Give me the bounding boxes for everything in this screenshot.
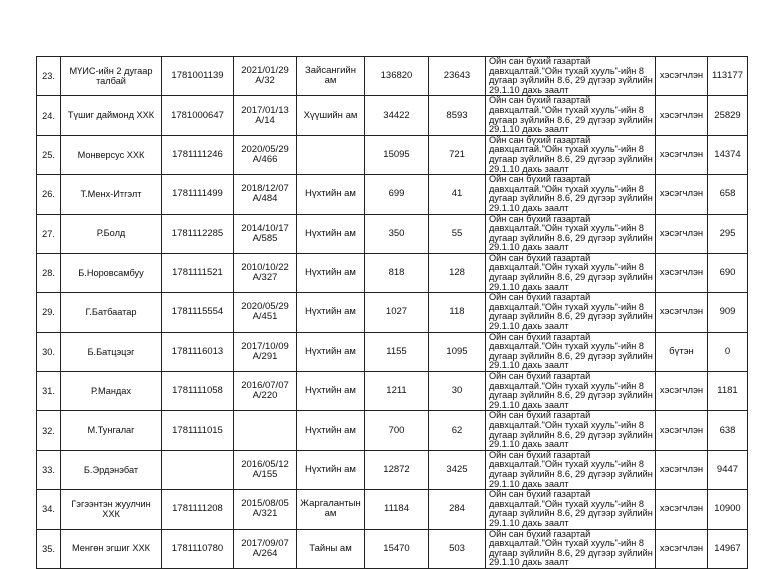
table-row [37, 96, 748, 135]
table-row [37, 490, 748, 529]
organization-name: Б.Норовсамбуу [61, 253, 162, 292]
registration-code: 1781112285 [162, 214, 234, 253]
overlap-status: бүтэн [656, 332, 708, 371]
registration-code: 1781000647 [162, 96, 234, 135]
total-area: 15470 [365, 529, 429, 568]
overlap-area: 23643 [429, 57, 486, 96]
legal-basis: Ойн сан бүхий газартай давхцалтай."Ойн тухай хууль"-ийн 8 дугаар зүйлийн 8.6, 29 дүгээр зүйлийн 29.1.10 дахь заалт [486, 214, 656, 253]
location-name: Хүүшийн ам [297, 96, 365, 135]
table-row [37, 411, 748, 450]
remaining-area: 690 [708, 253, 748, 292]
legal-basis: Ойн сан бүхий газартай давхцалтай."Ойн тухай хууль"-ийн 8 дугаар зүйлийн 8.6, 29 дүгээр зүйлийн 29.1.10 дахь заалт [486, 57, 656, 96]
remaining-area: 909 [708, 293, 748, 332]
registration-code: 1781111208 [162, 490, 234, 529]
row-number: 28. [37, 253, 61, 292]
organization-name: Р.Болд [61, 214, 162, 253]
legal-basis: Ойн сан бүхий газартай давхцалтай."Ойн тухай хууль"-ийн 8 дугаар зүйлийн 8.6, 29 дүгээр зүйлийн 29.1.10 дахь заалт [486, 96, 656, 135]
table-row [37, 135, 748, 174]
table-row [37, 175, 748, 214]
row-number: 29. [37, 293, 61, 332]
table-row [37, 332, 748, 371]
remaining-area: 113177 [708, 57, 748, 96]
table-row [37, 253, 748, 292]
legal-basis: Ойн сан бүхий газартай давхцалтай."Ойн тухай хууль"-ийн 8 дугаар зүйлийн 8.6, 29 дүгээр зүйлийн 29.1.10 дахь заалт [486, 332, 656, 371]
remaining-area: 25829 [708, 96, 748, 135]
overlap-status: хэсэгчлэн [656, 175, 708, 214]
organization-name: Түшиг даймонд ХХК [61, 96, 162, 135]
overlap-status: хэсэгчлэн [656, 450, 708, 489]
registration-code: 1781111015 [162, 411, 234, 450]
license-date: 2016/05/12 A/155 [234, 450, 297, 489]
legal-basis: Ойн сан бүхий газартай давхцалтай."Ойн тухай хууль"-ийн 8 дугаар зүйлийн 8.6, 29 дүгээр зүйлийн 29.1.10 дахь заалт [486, 253, 656, 292]
row-number: 23. [37, 57, 61, 96]
location-name: Нүхтийн ам [297, 293, 365, 332]
overlap-area: 8593 [429, 96, 486, 135]
row-number: 32. [37, 411, 61, 450]
table-row [37, 57, 748, 96]
overlap-status: хэсэгчлэн [656, 411, 708, 450]
overlap-status: хэсэгчлэн [656, 490, 708, 529]
legal-basis: Ойн сан бүхий газартай давхцалтай."Ойн тухай хууль"-ийн 8 дугаар зүйлийн 8.6, 29 дүгээр зүйлийн 29.1.10 дахь заалт [486, 411, 656, 450]
legal-basis: Ойн сан бүхий газартай давхцалтай."Ойн тухай хууль"-ийн 8 дугаар зүйлийн 8.6, 29 дүгээр зүйлийн 29.1.10 дахь заалт [486, 529, 656, 568]
legal-basis: Ойн сан бүхий газартай давхцалтай."Ойн тухай хууль"-ийн 8 дугаар зүйлийн 8.6, 29 дүгээр зүйлийн 29.1.10 дахь заалт [486, 450, 656, 489]
remaining-area: 638 [708, 411, 748, 450]
license-date [234, 411, 297, 450]
organization-name: Менгөн эгшиг ХХК [61, 529, 162, 568]
license-date: 2017/01/13 A/14 [234, 96, 297, 135]
row-number: 33. [37, 450, 61, 489]
overlap-status: хэсэгчлэн [656, 135, 708, 174]
location-name: Жаргалантын ам [297, 490, 365, 529]
license-date: 2017/09/07 A/264 [234, 529, 297, 568]
total-area: 818 [365, 253, 429, 292]
location-name: Нүхтийн ам [297, 214, 365, 253]
organization-name: Б.Батцэцэг [61, 332, 162, 371]
row-number: 35. [37, 529, 61, 568]
total-area: 700 [365, 411, 429, 450]
registration-code [162, 450, 234, 489]
total-area: 34422 [365, 96, 429, 135]
overlap-status: хэсэгчлэн [656, 372, 708, 411]
overlap-area: 721 [429, 135, 486, 174]
row-number: 30. [37, 332, 61, 371]
table-row [37, 214, 748, 253]
organization-name: Б.Эрдэнэбат [61, 450, 162, 489]
overlap-area: 118 [429, 293, 486, 332]
overlap-status: хэсэгчлэн [656, 529, 708, 568]
license-date: 2010/10/22 A/327 [234, 253, 297, 292]
location-name: Нүхтийн ам [297, 411, 365, 450]
overlap-status: хэсэгчлэн [656, 253, 708, 292]
organization-name: Т.Менх-Итгэлт [61, 175, 162, 214]
row-number: 34. [37, 490, 61, 529]
organization-name: Гэгээнтэн жуулчин ХХК [61, 490, 162, 529]
overlap-area: 284 [429, 490, 486, 529]
table-row [37, 450, 748, 489]
location-name: Тайны ам [297, 529, 365, 568]
overlap-status: хэсэгчлэн [656, 96, 708, 135]
remaining-area: 295 [708, 214, 748, 253]
license-date: 2017/10/09 A/291 [234, 332, 297, 371]
license-date: 2021/01/29 A/32 [234, 57, 297, 96]
organization-name: М.Тунгалаг [61, 411, 162, 450]
remaining-area: 9447 [708, 450, 748, 489]
registration-code: 1781116013 [162, 332, 234, 371]
table-row [37, 529, 748, 568]
overlap-status: хэсэгчлэн [656, 57, 708, 96]
location-name [297, 135, 365, 174]
table-row [37, 372, 748, 411]
remaining-area: 658 [708, 175, 748, 214]
organization-name: МҮИС-ийн 2 дугаар талбай [61, 57, 162, 96]
total-area: 11184 [365, 490, 429, 529]
remaining-area: 1181 [708, 372, 748, 411]
total-area: 15095 [365, 135, 429, 174]
overlap-area: 30 [429, 372, 486, 411]
row-number: 26. [37, 175, 61, 214]
location-name: Нүхтийн ам [297, 450, 365, 489]
license-date: 2018/12/07 A/484 [234, 175, 297, 214]
total-area: 1027 [365, 293, 429, 332]
registration-code: 1781111246 [162, 135, 234, 174]
total-area: 12872 [365, 450, 429, 489]
legal-basis: Ойн сан бүхий газартай давхцалтай."Ойн тухай хууль"-ийн 8 дугаар зүйлийн 8.6, 29 дүгээр зүйлийн 29.1.10 дахь заалт [486, 135, 656, 174]
row-number: 27. [37, 214, 61, 253]
row-number: 24. [37, 96, 61, 135]
overlap-area: 62 [429, 411, 486, 450]
overlap-area: 55 [429, 214, 486, 253]
organization-name: Г.Батбаатар [61, 293, 162, 332]
location-name: Нүхтийн ам [297, 332, 365, 371]
license-date: 2020/05/29 A/451 [234, 293, 297, 332]
total-area: 1155 [365, 332, 429, 371]
remaining-area: 14967 [708, 529, 748, 568]
license-date: 2014/10/17 A/585 [234, 214, 297, 253]
overlap-status: хэсэгчлэн [656, 293, 708, 332]
total-area: 1211 [365, 372, 429, 411]
remaining-area: 0 [708, 332, 748, 371]
row-number: 25. [37, 135, 61, 174]
legal-basis: Ойн сан бүхий газартай давхцалтай."Ойн тухай хууль"-ийн 8 дугаар зүйлийн 8.6, 29 дүгээр зүйлийн 29.1.10 дахь заалт [486, 490, 656, 529]
organization-name: Монверсус ХХК [61, 135, 162, 174]
overlap-status: хэсэгчлэн [656, 214, 708, 253]
location-name: Нүхтийн ам [297, 175, 365, 214]
total-area: 699 [365, 175, 429, 214]
overlap-area: 128 [429, 253, 486, 292]
overlap-area: 503 [429, 529, 486, 568]
registration-code: 1781001139 [162, 57, 234, 96]
registration-code: 1781111499 [162, 175, 234, 214]
location-name: Нүхтийн ам [297, 372, 365, 411]
legal-basis: Ойн сан бүхий газартай давхцалтай."Ойн тухай хууль"-ийн 8 дугаар зүйлийн 8.6, 29 дүгээр зүйлийн 29.1.10 дахь заалт [486, 293, 656, 332]
location-name: Нүхтийн ам [297, 253, 365, 292]
registration-code: 1781110780 [162, 529, 234, 568]
row-number: 31. [37, 372, 61, 411]
legal-basis: Ойн сан бүхий газартай давхцалтай."Ойн тухай хууль"-ийн 8 дугаар зүйлийн 8.6, 29 дүгээр зүйлийн 29.1.10 дахь заалт [486, 175, 656, 214]
remaining-area: 10900 [708, 490, 748, 529]
registration-code: 1781115554 [162, 293, 234, 332]
license-date: 2016/07/07 A/220 [234, 372, 297, 411]
license-date: 2015/08/05 A/321 [234, 490, 297, 529]
table-row [37, 293, 748, 332]
document-table [36, 56, 748, 569]
organization-name: Р.Мандах [61, 372, 162, 411]
remaining-area: 14374 [708, 135, 748, 174]
location-name: Зайсангийн ам [297, 57, 365, 96]
registration-code: 1781111058 [162, 372, 234, 411]
legal-basis: Ойн сан бүхий газартай давхцалтай."Ойн тухай хууль"-ийн 8 дугаар зүйлийн 8.6, 29 дүгээр зүйлийн 29.1.10 дахь заалт [486, 372, 656, 411]
total-area: 350 [365, 214, 429, 253]
overlap-area: 1095 [429, 332, 486, 371]
overlap-area: 41 [429, 175, 486, 214]
registration-code: 1781111521 [162, 253, 234, 292]
total-area: 136820 [365, 57, 429, 96]
overlap-area: 3425 [429, 450, 486, 489]
license-date: 2020/05/29 A/466 [234, 135, 297, 174]
